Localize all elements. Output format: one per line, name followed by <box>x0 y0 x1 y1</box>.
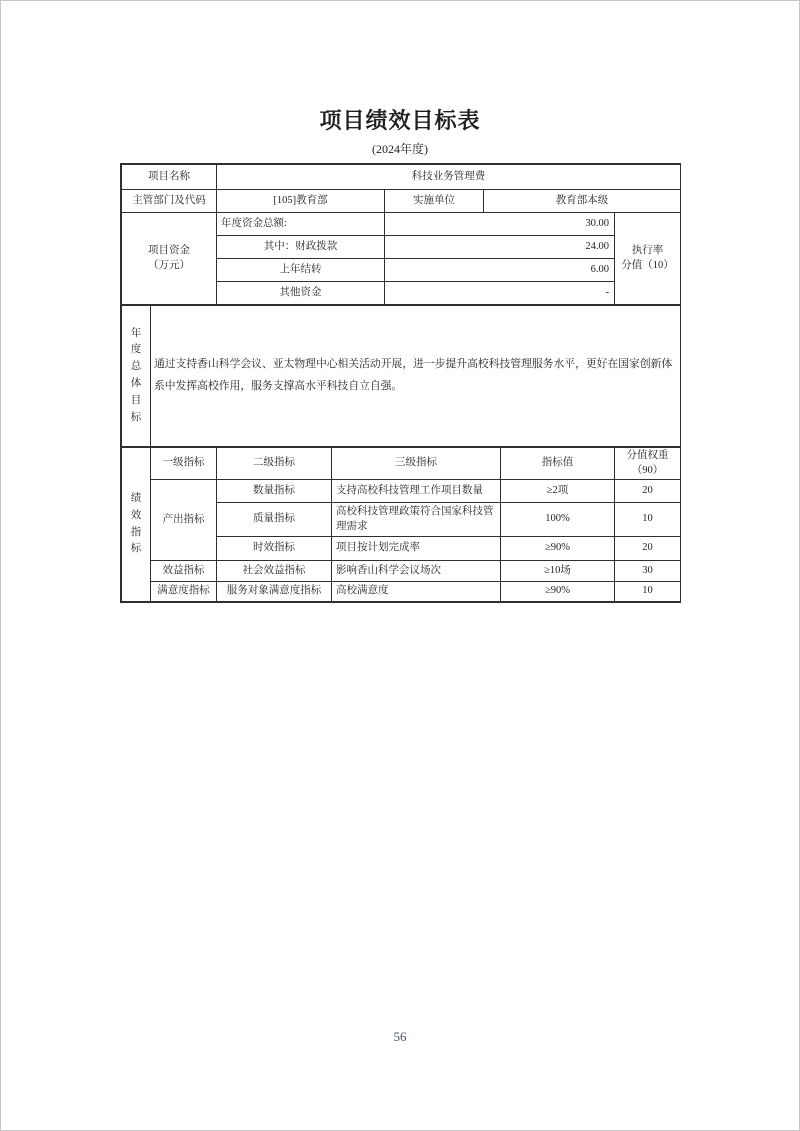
col-header-weight-line1: 分值权重 <box>626 449 669 461</box>
indicator-level1-benefit: 效益指标 <box>151 561 217 582</box>
info-funding-table <box>121 164 681 305</box>
indicators-header <box>122 448 151 602</box>
page-number: 56 <box>393 1029 407 1044</box>
indicator-weight: 30 <box>615 561 681 582</box>
dept-code-label: 主管部门及代码 <box>122 190 217 213</box>
funding-other-value: - <box>385 282 615 305</box>
table-row <box>122 213 681 236</box>
indicator-level1-output: 产出指标 <box>151 480 217 561</box>
project-name-value: 科技业务管理费 <box>217 165 681 190</box>
page-subtitle: (2024年度) <box>372 142 428 156</box>
table-row <box>122 306 681 447</box>
table-row <box>122 561 681 582</box>
indicator-weight: 10 <box>615 503 681 537</box>
annual-goal-header-text: 年度总体目标 <box>130 327 142 423</box>
funding-carryover-label: 上年结转 <box>217 259 385 282</box>
execution-rate-line2: 分值（10） <box>621 259 674 271</box>
execution-rate-score <box>615 213 681 305</box>
dept-code-value: [105]教育部 <box>217 190 385 213</box>
annual-goal-table <box>121 305 681 447</box>
execution-rate-line1: 执行率 <box>631 244 664 256</box>
table-row <box>122 165 681 190</box>
col-header-weight <box>615 448 681 480</box>
funding-fiscal-value: 24.00 <box>385 236 615 259</box>
funding-fiscal-label: 其中：财政拨款 <box>217 236 385 259</box>
funding-header <box>122 213 217 305</box>
indicator-level3: 高校科技管理政策符合国家科技管理需求 <box>332 503 501 537</box>
funding-total-label: 年度资金总额: <box>217 213 385 236</box>
col-header-value: 指标值 <box>501 448 615 480</box>
performance-target-table <box>120 163 681 603</box>
col-header-level3: 三级指标 <box>332 448 501 480</box>
indicator-value: 100% <box>501 503 615 537</box>
indicator-weight: 10 <box>615 582 681 602</box>
table-row <box>122 190 681 213</box>
impl-unit-value: 教育部本级 <box>484 190 681 213</box>
indicator-level3: 支持高校科技管理工作项目数量 <box>332 480 501 503</box>
col-header-level2: 二级指标 <box>217 448 332 480</box>
indicator-level2: 质量指标 <box>217 503 332 537</box>
col-header-weight-line2: （90） <box>631 464 664 476</box>
funding-carryover-value: 6.00 <box>385 259 615 282</box>
indicator-level3: 项目按计划完成率 <box>332 537 501 561</box>
indicator-weight: 20 <box>615 537 681 561</box>
table-row <box>122 480 681 503</box>
indicator-value: ≥90% <box>501 537 615 561</box>
indicator-level3: 高校满意度 <box>332 582 501 602</box>
page-title: 项目绩效目标表 <box>319 108 481 133</box>
indicator-level2: 数量指标 <box>217 480 332 503</box>
indicator-value: ≥90% <box>501 582 615 602</box>
indicator-level3: 影响香山科学会议场次 <box>332 561 501 582</box>
project-name-label: 项目名称 <box>122 165 217 190</box>
funding-header-line1: 项目资金 <box>148 244 190 256</box>
funding-total-value: 30.00 <box>385 213 615 236</box>
funding-header-line2: （万元） <box>148 259 190 271</box>
indicator-level1-satisfaction: 满意度指标 <box>151 582 217 602</box>
table-row <box>122 448 681 480</box>
indicator-level2: 社会效益指标 <box>217 561 332 582</box>
indicator-level2: 时效指标 <box>217 537 332 561</box>
col-header-level1: 一级指标 <box>151 448 217 480</box>
indicators-header-text: 绩效指标 <box>130 492 142 555</box>
indicator-value: ≥2项 <box>501 480 615 503</box>
annual-goal-content: 通过支持香山科学会议、亚太物理中心相关活动开展，进一步提升高校科技管理服务水平，更好在国家创新体系中发挥高校作用，服务支撑高水平科技自立自强。 <box>151 306 681 447</box>
impl-unit-label: 实施单位 <box>385 190 484 213</box>
annual-goal-header <box>122 306 151 447</box>
indicator-level2: 服务对象满意度指标 <box>217 582 332 602</box>
indicator-weight: 20 <box>615 480 681 503</box>
indicators-table <box>121 447 681 602</box>
table-row <box>122 582 681 602</box>
indicator-value: ≥10场 <box>501 561 615 582</box>
funding-other-label: 其他资金 <box>217 282 385 305</box>
